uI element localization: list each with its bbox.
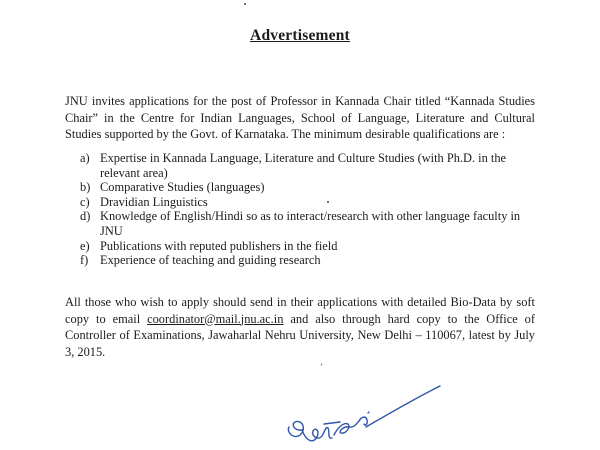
list-item-text: Expertise in Kannada Language, Literature and Culture Studies (with Ph.D. in the relevant area) <box>100 151 507 180</box>
list-item-text: Dravidian Linguistics <box>100 194 208 209</box>
signature-strokes <box>288 386 440 441</box>
list-item-text: Experience of teaching and guiding research <box>100 253 321 268</box>
intro-paragraph: JNU invites applications for the post of Professor in Kannada Chair titled “Kannada Studies Chair” in the Centre for Indian Languages, School of Language, Literature and Cultural Studies supported by the Govt. of Karnataka. The minimum desirable qualifications are : <box>65 94 535 141</box>
closing-text-end: and also through hard copy to the Office of Controller of Examinations, Jawaharlal Nehru University, New Delhi – 110067, latest by July 3, 2015. <box>65 311 535 359</box>
qualifications-list <box>80 151 540 268</box>
list-item <box>80 180 540 195</box>
page-title: Advertisement <box>250 27 350 44</box>
list-marker: d) <box>80 209 91 224</box>
list-item <box>80 239 540 254</box>
scan-speck <box>244 3 246 5</box>
list-marker: f) <box>80 253 89 268</box>
list-marker: a) <box>80 151 90 165</box>
closing-text-start: All those who wish to apply should send in their applications with detailed Bio-Data by soft copy to email <box>65 295 535 326</box>
scan-speck <box>327 201 329 203</box>
list-item <box>80 253 540 268</box>
list-item <box>80 209 540 238</box>
list-item-text: Knowledge of English/Hindi so as to interact/research with other language faculty in JNU <box>100 209 521 238</box>
list-item-text: Publications with reputed publishers in the field <box>100 238 338 253</box>
list-marker: b) <box>80 180 91 195</box>
email-link[interactable]: coordinator@mail.jnu.ac.in <box>147 311 284 326</box>
list-marker: c) <box>80 194 90 209</box>
closing-paragraph <box>65 294 535 360</box>
stray-mark: ’ <box>320 362 323 372</box>
list-item-text: Comparative Studies (languages) <box>100 180 265 195</box>
signature-image <box>280 383 450 449</box>
list-marker: e) <box>80 238 90 253</box>
list-item <box>80 195 540 210</box>
list-item <box>80 151 540 180</box>
